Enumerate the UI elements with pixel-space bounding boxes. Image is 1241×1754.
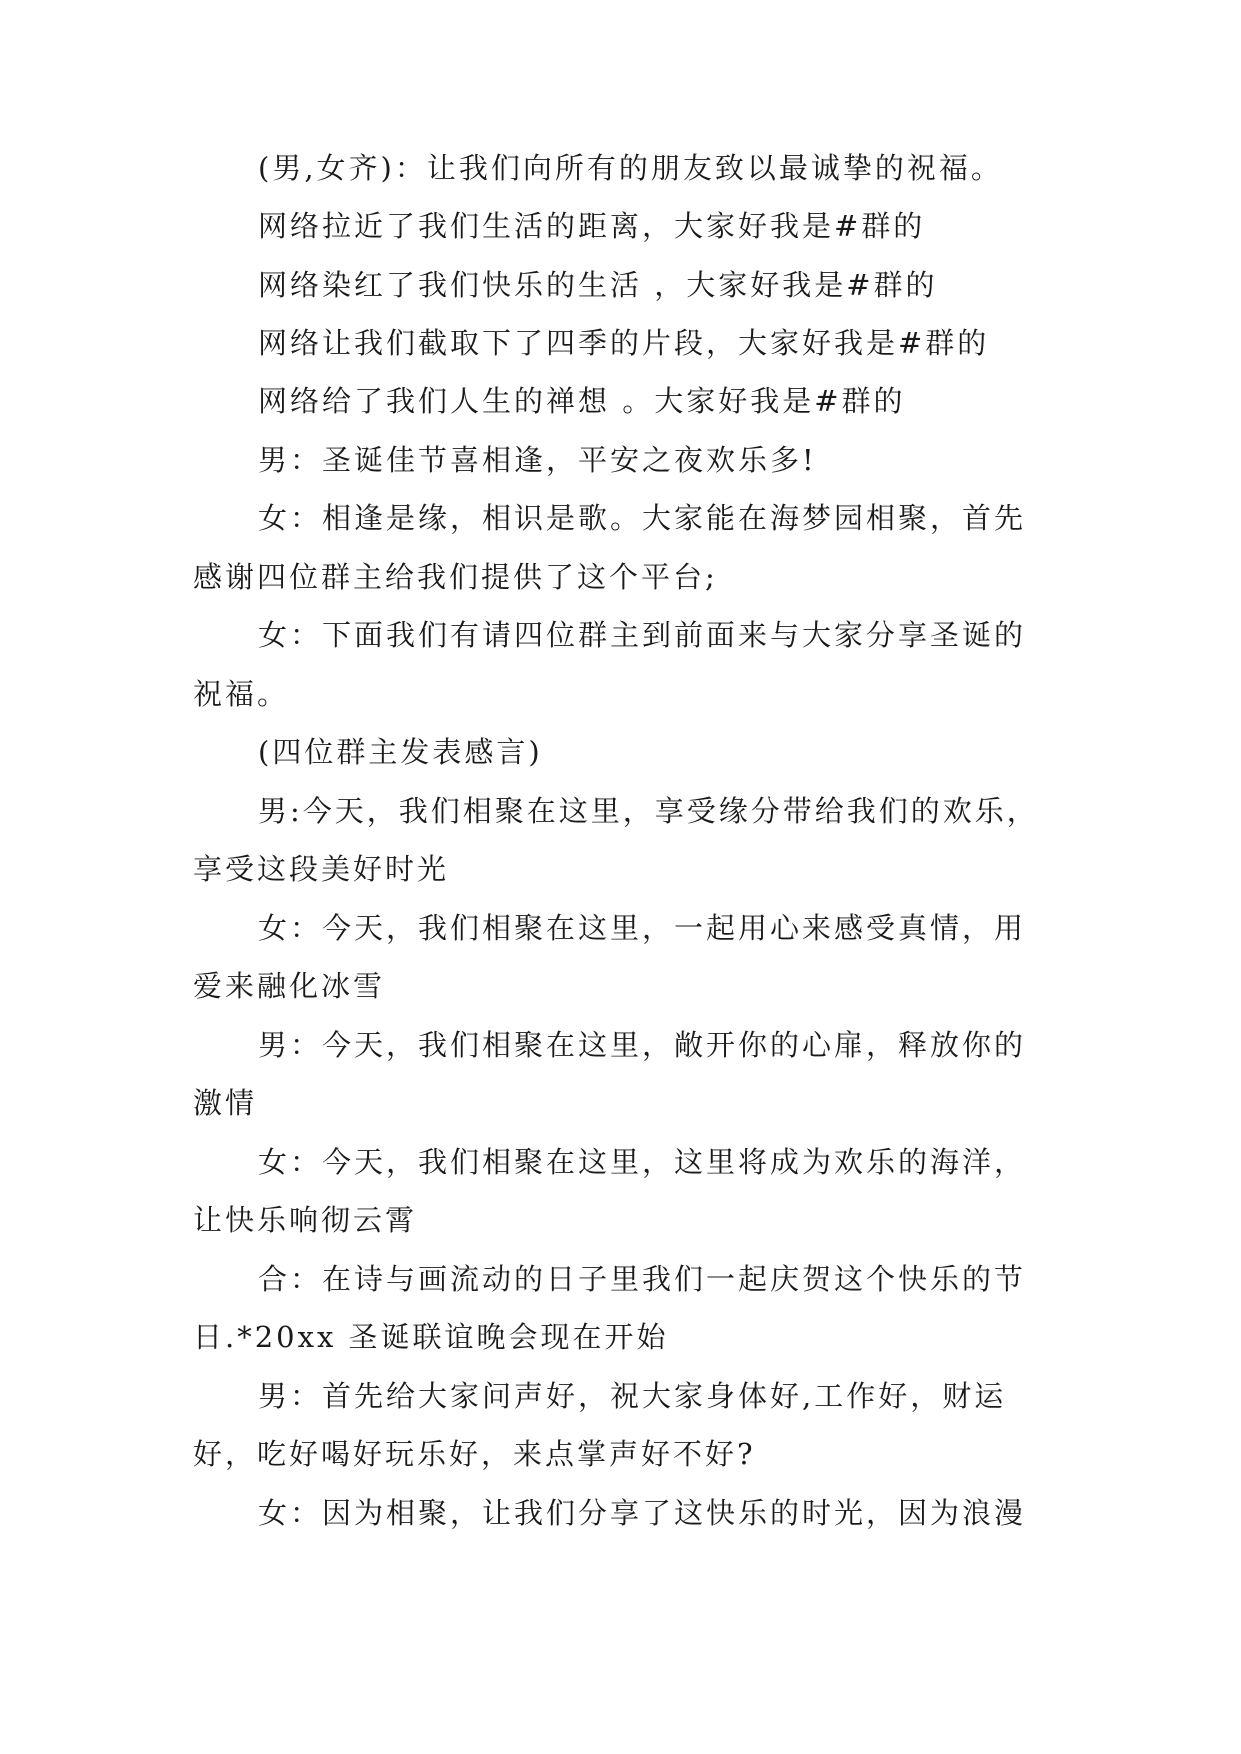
text-line: 男：圣诞佳节喜相逢，平安之夜欢乐多! (258, 443, 817, 477)
text-line: 日.*20xx 圣诞联谊晚会现在开始 (193, 1320, 669, 1354)
text-line: 网络拉近了我们生活的距离，大家好我是#群的 (258, 209, 926, 243)
text-line: 爱来融化冰雪 (193, 969, 386, 1003)
text-line: 男：首先给大家问声好，祝大家身体好,工作好，财运 (258, 1379, 1007, 1413)
text-line: 好，吃好喝好玩乐好，来点掌声好不好? (193, 1437, 756, 1471)
text-line: 女：今天，我们相聚在这里，这里将成为欢乐的海洋， (258, 1145, 1027, 1179)
text-line: 网络让我们截取下了四季的片段，大家好我是#群的 (258, 326, 990, 360)
text-line: 网络给了我们人生的禅想 。大家好我是#群的 (258, 384, 906, 418)
text-line: 男:今天，我们相聚在这里，享受缘分带给我们的欢乐， (258, 794, 1039, 828)
text-line: 女：今天，我们相聚在这里，一起用心来感受真情，用 (258, 911, 1027, 945)
text-line: 享受这段美好时光 (193, 852, 450, 886)
text-line: 祝福。 (193, 677, 290, 711)
text-line: 女：因为相聚，让我们分享了这快乐的时光，因为浪漫 (258, 1496, 1027, 1530)
text-line: 激情 (193, 1086, 258, 1120)
text-line: 让快乐响彻云霄 (193, 1203, 418, 1237)
text-line: 感谢四位群主给我们提供了这个平台; (193, 560, 718, 594)
text-line: 网络染红了我们快乐的生活 ，大家好我是#群的 (258, 268, 938, 302)
text-line: 合：在诗与画流动的日子里我们一起庆贺这个快乐的节 (258, 1262, 1027, 1296)
text-line: (四位群主发表感言) (258, 735, 543, 769)
text-line: (男,女齐)：让我们向所有的朋友致以最诚挚的祝福。 (258, 151, 1003, 185)
text-line: 男：今天，我们相聚在这里，敞开你的心扉，释放你的 (258, 1028, 1027, 1062)
text-line: 女：下面我们有请四位群主到前面来与大家分享圣诞的 (258, 618, 1027, 652)
text-line: 女：相逢是缘，相识是歌。大家能在海梦园相聚，首先 (258, 501, 1027, 535)
